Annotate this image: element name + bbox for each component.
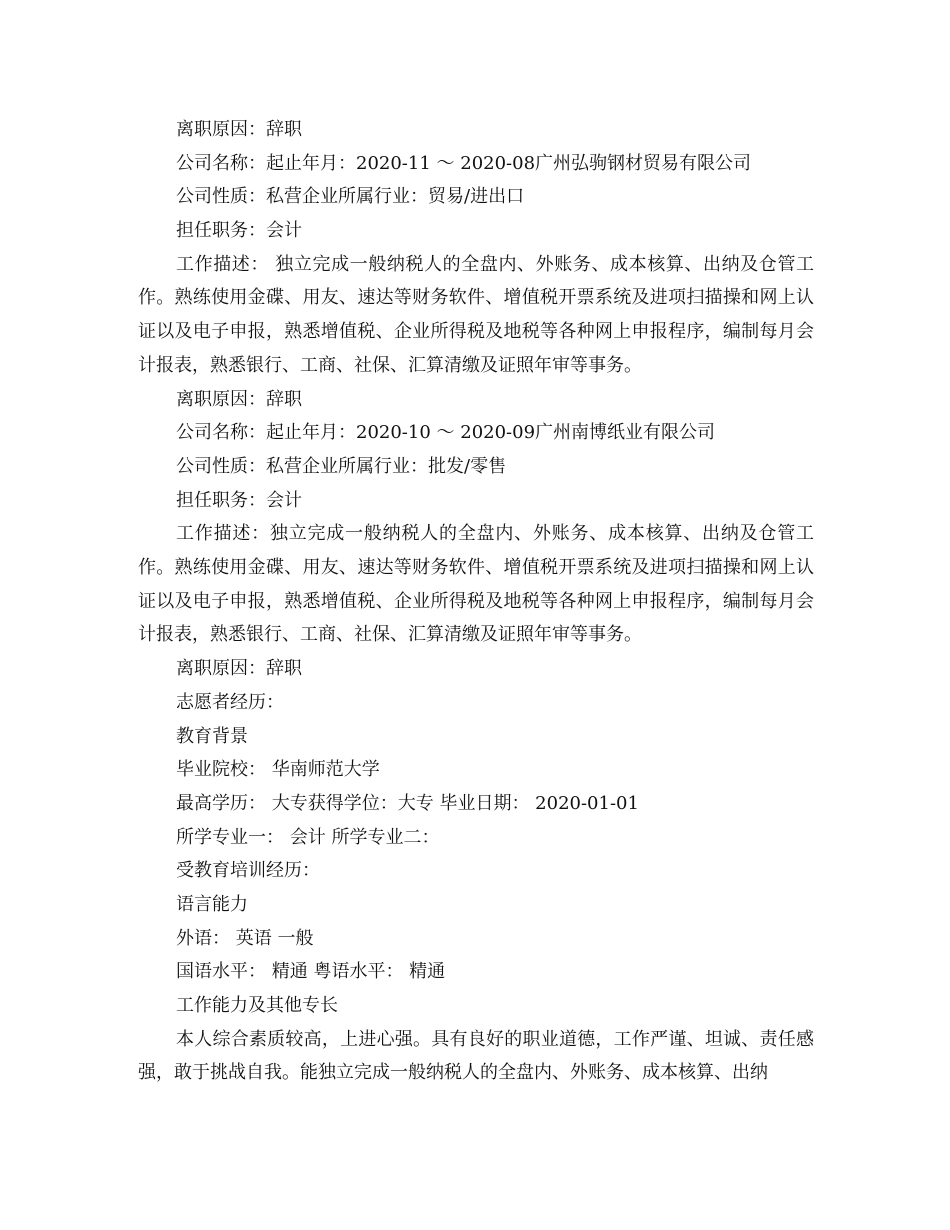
foreign-language: 外语： 英语 一般 — [176, 927, 314, 949]
resume-body — [138, 113, 814, 1090]
skills-heading: 工作能力及其他专长 — [176, 995, 338, 1016]
company-period: 公司名称：起止年月：2020-11 ～ 2020-08广州弘驹钢材贸易有限公司 — [176, 152, 752, 174]
school: 毕业院校： 华南师范大学 — [176, 759, 380, 781]
volunteer-heading: 志愿者经历： — [176, 691, 284, 713]
training-heading: 受教育培训经历： — [176, 860, 320, 882]
leave-reason: 离职原因：辞职 — [176, 388, 302, 410]
company-period: 公司名称：起止年月：2020-10 ～ 2020-09广州南博纸业有限公司 — [176, 422, 716, 444]
language-heading: 语言能力 — [176, 893, 248, 915]
job-description: 工作描述：独立完成一般纳税人的全盘内、外账务、成本核算、出纳及仓管工作。熟练使用金碟、用友、速达等财务软件、增值税开票系统及进项扫描操和网上认证以及电子申报，熟悉增值税、企业所得税及地税等各种网上申报程序，编制每月会计报表，熟悉银行、工商、社保、汇算清缴及证照年审等事务。 — [138, 523, 814, 646]
job-title: 担任职务：会计 — [176, 220, 302, 242]
leave-reason: 离职原因：辞职 — [176, 658, 302, 680]
education-heading: 教育背景 — [176, 725, 248, 747]
skills-description: 本人综合素质较高，上进心强。具有良好的职业道德，工作严谨、坦诚、责任感强，敢于挑战自我。能独立完成一般纳税人的全盘内、外账务、成本核算、出纳 — [138, 1028, 814, 1084]
mandarin-cantonese-level: 国语水平： 精通 粤语水平： 精通 — [176, 961, 446, 983]
job-title: 担任职务：会计 — [176, 489, 302, 511]
majors: 所学专业一： 会计 所学专业二： — [176, 826, 440, 848]
job-description: 工作描述： 独立完成一般纳税人的全盘内、外账务、成本核算、出纳及仓管工作。熟练使用金碟、用友、速达等财务软件、增值税开票系统及进项扫描操和网上认证以及电子申报，熟悉增值税、企业所得税及地税等各种网上申报程序，编制每月会计报表，熟悉银行、工商、社保、汇算清缴及证照年审等事务。 — [138, 253, 814, 376]
leave-reason: 离职原因：辞职 — [176, 119, 302, 140]
degree: 最高学历： 大专获得学位：大专 毕业日期： 2020-01-01 — [176, 792, 639, 814]
company-nature: 公司性质：私营企业所属行业：批发/零售 — [176, 455, 507, 477]
company-nature: 公司性质：私营企业所属行业：贸易/进出口 — [176, 186, 525, 208]
